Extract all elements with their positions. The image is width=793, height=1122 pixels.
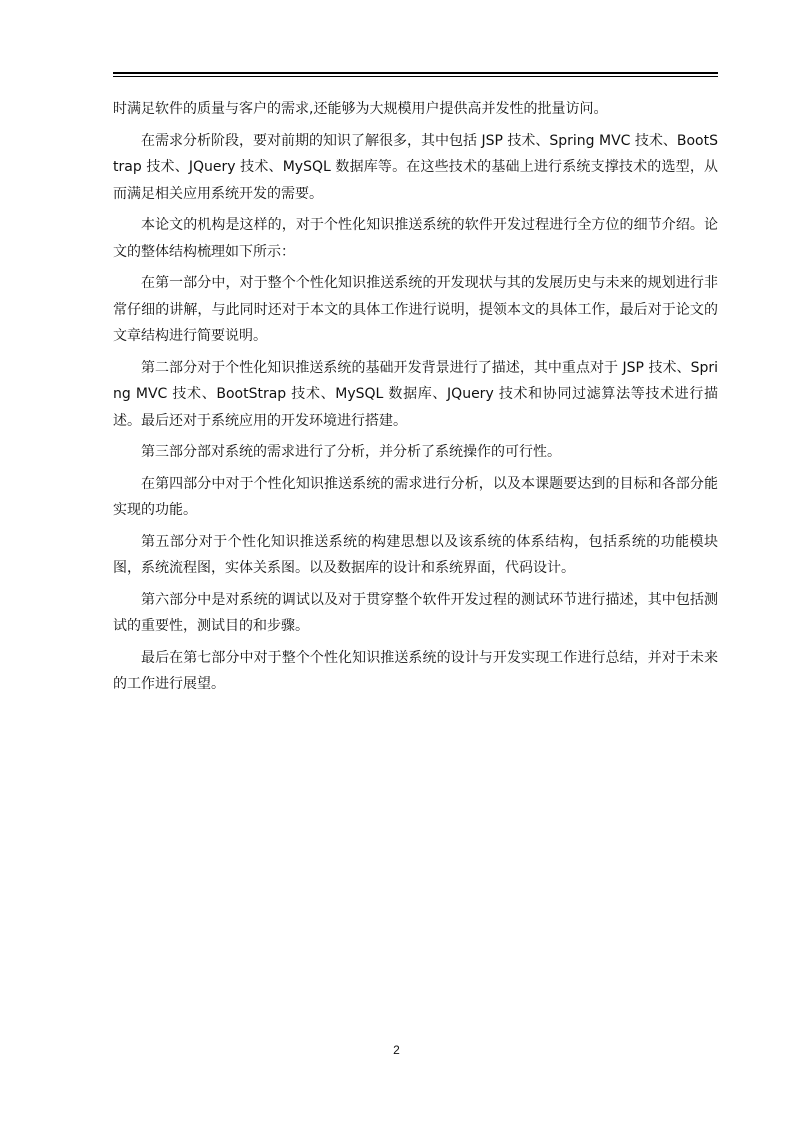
paragraph: 第六部分中是对系统的调试以及对于贯穿整个软件开发过程的测试环节进行描述，其中包括测试的重要性，测试目的和步骤。	[113, 591, 718, 634]
paragraph: 第五部分对于个性化知识推送系统的构建思想以及该系统的体系结构，包括系统的功能模块图，系统流程图，实体关系图。以及数据库的设计和系统界面，代码设计。	[113, 533, 718, 576]
paragraph: 第三部分部对系统的需求进行了分析，并分析了系统操作的可行性。	[141, 444, 561, 460]
paragraph: 最后在第七部分中对于整个个性化知识推送系统的设计与开发实现工作进行总结，并对于未来的工作进行展望。	[113, 649, 718, 692]
paragraph: 本论文的机构是这样的，对于个性化知识推送系统的软件开发过程进行全方位的细节介绍。论文的整体结构梳理如下所示：	[113, 217, 718, 260]
page-number: 2	[393, 1043, 400, 1057]
paragraph: 在第一部分中，对于整个个性化知识推送系统的开发现状与其的发展历史与未来的规划进行非常仔细的讲解，与此同时还对于本文的具体工作进行说明，提领本文的具体工作，最后对于论文的文章结构进行简要说明。	[113, 275, 718, 344]
paragraph: 第二部分对于个性化知识推送系统的基础开发背景进行了描述，其中重点对于 JSP 技术、Spring MVC 技术、BootStrap 技术、MySQL 数据库、JQuery 技术和协同过滤算法等技术进行描述。最后还对于系统应用的开发环境进行搭建。	[113, 359, 718, 429]
header-rule-secondary	[113, 76, 718, 77]
body-text	[113, 96, 718, 703]
paragraph: 在需求分析阶段，要对前期的知识了解很多，其中包括 JSP 技术、Spring MVC 技术、BootStrap 技术、JQuery 技术、MySQL 数据库等。在这些技术的基础上进行系统支撑技术的选型，从而满足相关应用系统开发的需要。	[113, 132, 718, 202]
paragraph: 时满足软件的质量与客户的需求,还能够为大规模用户提供高并发性的批量访问。	[113, 101, 608, 117]
header-rule	[113, 72, 718, 74]
paragraph: 在第四部分中对于个性化知识推送系统的需求进行分析，以及本课题要达到的目标和各部分能实现的功能。	[113, 475, 718, 518]
